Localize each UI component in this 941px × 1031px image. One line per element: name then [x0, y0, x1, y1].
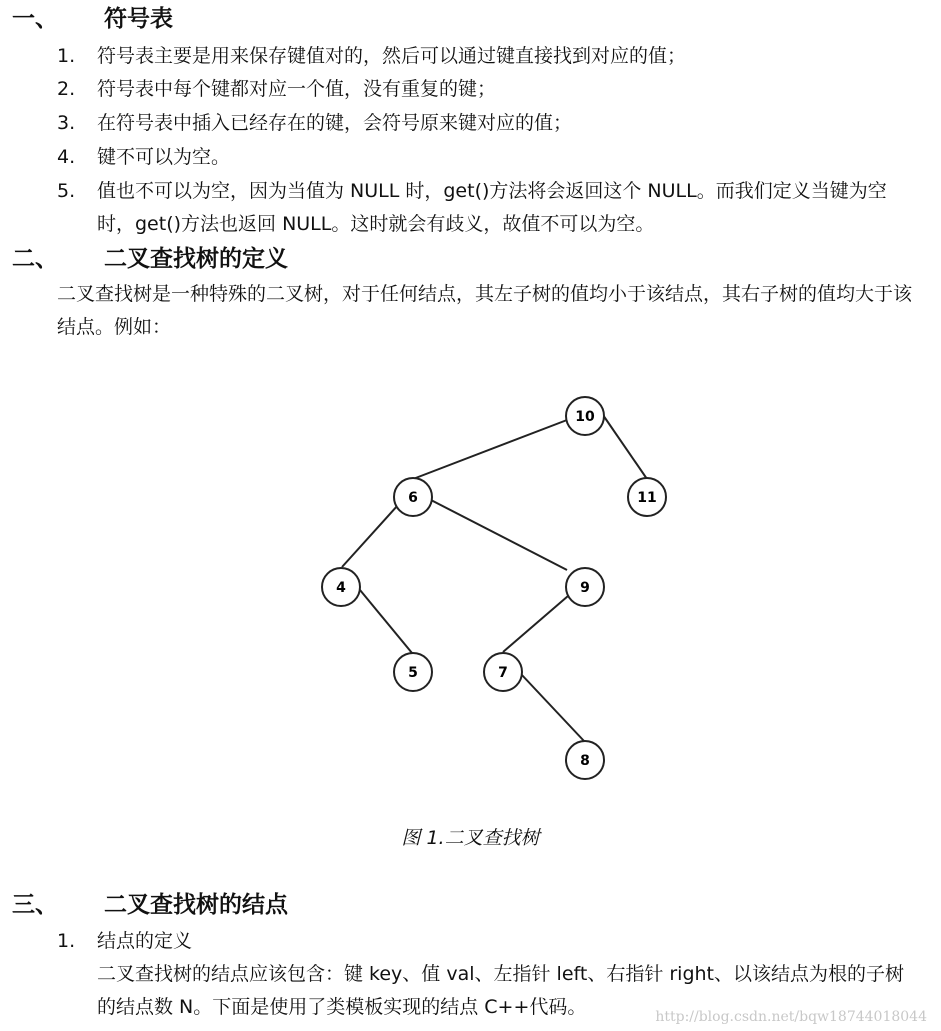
- node-label: 6: [408, 490, 418, 506]
- edge-10-11: [603, 415, 647, 479]
- edge-9-7: [503, 596, 568, 652]
- node-label: 11: [637, 490, 657, 506]
- list-number: 2.: [57, 78, 76, 100]
- node-label: 7: [498, 665, 508, 681]
- list-text: 结点的定义: [97, 930, 193, 952]
- list-number: 5.: [57, 180, 76, 202]
- tree-node-8: [566, 741, 604, 779]
- list-text: 符号表中每个键都对应一个值，没有重复的键；: [97, 78, 497, 100]
- list-text: 键不可以为空。: [97, 146, 231, 168]
- list-number: 1.: [57, 930, 76, 952]
- tree-node-10: [566, 397, 604, 435]
- list-number: 3.: [57, 112, 76, 134]
- section-heading-bst-node: [12, 890, 288, 920]
- list-number: 1.: [57, 45, 76, 67]
- section-number: 二、: [12, 246, 58, 272]
- tree-node-6: [394, 478, 432, 516]
- edge-6-4: [342, 505, 398, 567]
- watermark: http://blog.csdn.net/bqw18744018044: [655, 1009, 927, 1025]
- edge-6-9: [429, 499, 567, 570]
- tree-node-5: [394, 653, 432, 691]
- node-label: 8: [580, 753, 590, 769]
- list-item: [57, 925, 917, 958]
- tree-node-9: [566, 568, 604, 606]
- node-definition-text: 二叉查找树的结点应该包含：键 key、值 val、左指针 left、右指针 right、以该结点为根的子树的结点数 N。下面是使用了类模板实现的结点 C++代码。: [97, 963, 905, 1018]
- tree-node-4: [322, 568, 360, 606]
- node-label: 9: [580, 580, 590, 596]
- node-label: 4: [336, 580, 346, 596]
- list-text: 符号表主要是用来保存键值对的，然后可以通过键直接找到对应的值；: [97, 45, 687, 67]
- section-title: 二叉查找树的定义: [104, 246, 288, 272]
- section-number: 一、: [12, 6, 58, 32]
- figure-caption: 图 1.二叉查找树: [401, 827, 540, 849]
- list-text: 在符号表中插入已经存在的键，会符号原来键对应的值；: [97, 112, 573, 134]
- edge-4-5: [360, 590, 412, 653]
- section-number: 三、: [12, 892, 58, 918]
- list-text: 值也不可以为空，因为当值为 NULL 时，get()方法将会返回这个 NULL。而我们定义当键为空时，get()方法也返回 NULL。这时就会有歧义，故值不可以为空。: [97, 180, 887, 235]
- list-number: 4.: [57, 146, 76, 168]
- edge-7-8: [521, 674, 584, 741]
- node-label: 10: [575, 409, 595, 425]
- bst-definition-text: 二叉查找树是一种特殊的二叉树，对于任何结点，其左子树的值均小于该结点，其右子树的值均大于该结点。例如：: [57, 283, 913, 338]
- tree-node-7: [484, 653, 522, 691]
- node-label: 5: [408, 665, 418, 681]
- section-title: 二叉查找树的结点: [104, 892, 288, 918]
- edge-10-6: [413, 420, 567, 479]
- section-title: 符号表: [104, 6, 173, 32]
- tree-node-11: [628, 478, 666, 516]
